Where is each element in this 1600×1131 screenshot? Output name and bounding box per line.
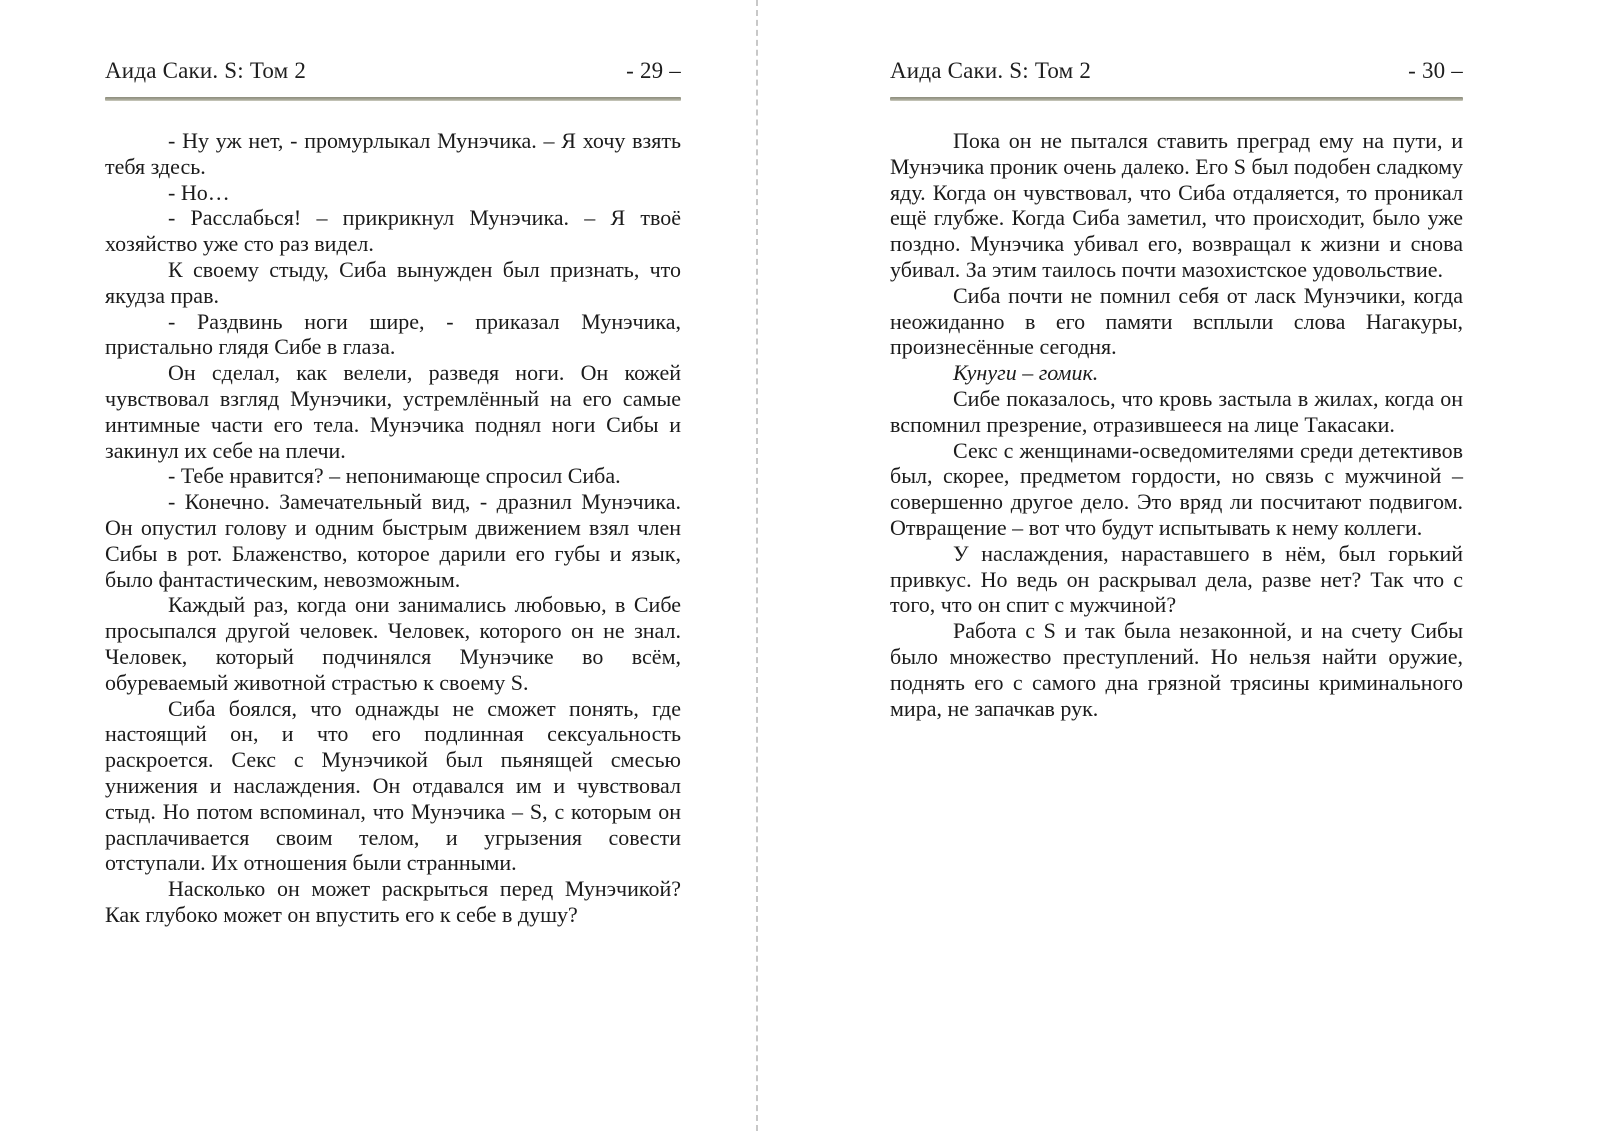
header-rule	[105, 97, 681, 101]
book-page-29	[105, 58, 681, 928]
running-title: Аида Саки. S: Том 2	[105, 58, 307, 83]
book-page-30	[890, 58, 1463, 721]
paragraph: Сиба почти не помнил себя от ласк Мунэчики, когда неожиданно в его памяти всплыли слова Нагакуры, произнесённые сегодня.	[890, 282, 1463, 360]
paragraph: - Но…	[168, 179, 230, 205]
paragraph: Секс с женщинами-осведомителями среди детективов был, скорее, предметом гордости, но связь с мужчиной – совершенно другое дело. Это вряд ли посчитают подвигом. Отвращение – вот что будут испытывать к нему коллеги.	[890, 437, 1463, 540]
paragraph: У наслаждения, нараставшего в нём, был горький привкус. Но ведь он раскрывал дела, разве нет? Так что с того, что он спит с мужчиной?	[890, 540, 1463, 618]
page-header	[890, 58, 1463, 84]
paragraph: Он сделал, как велели, разведя ноги. Он кожей чувствовал взгляд Мунэчики, устремлённый на его самые интимные части его тела. Мунэчика поднял ноги Сибы и закинул их себе на плечи.	[105, 360, 681, 463]
paragraph: Сиба боялся, что однажды не сможет понять, где настоящий он, и что его подлинная сексуальность раскроется. Секс с Мунэчикой был пьянящей смесью унижения и наслаждения. Он отдавался им и чувствовал стыд. Но потом вспоминал, что Мунэчика – S, с которым он расплачивается своим телом, и угрызения совести отступали. Их отношения были странными.	[105, 695, 681, 876]
page-header	[105, 58, 681, 84]
paragraph: К своему стыду, Сиба вынужден был признать, что якудза прав.	[105, 256, 681, 308]
page-divider	[756, 0, 758, 1131]
page-number: - 29 –	[626, 58, 681, 83]
paragraph: - Конечно. Замечательный вид, - дразнил Мунэчика. Он опустил голову и одним быстрым движением взял член Сибы в рот. Блаженство, которое дарили его губы и язык, было фантастическим, невозможным.	[105, 489, 681, 592]
paragraph: Насколько он может раскрыться перед Мунэчикой? Как глубоко может он впустить его к себе в душу?	[105, 876, 681, 927]
paragraph: Кунуги – гомик.	[953, 360, 1099, 386]
paragraph: - Раздвинь ноги шире, - приказал Мунэчика, пристально глядя Сибе в глаза.	[105, 308, 681, 360]
paragraph: Работа с S и так была незаконной, и на счету Сибы было множество преступлений. Но нельзя найти оружие, поднять его с самого дна грязной трясины криминального мира, не запачкав рук.	[890, 618, 1463, 721]
paragraph: Пока он не пытался ставить преград ему на пути, и Мунэчика проник очень далеко. Его S был подобен сладкому яду. Когда он чувствовал, что Сиба отдаляется, то проникал ещё глубже. Когда Сиба заметил, что происходит, было уже поздно. Мунэчика убивал его, возвращал к жизни и снова убивал. За этим таилось почти мазохистское удовольствие.	[890, 128, 1463, 282]
paragraph: - Расслабься! – прикрикнул Мунэчика. – Я твоё хозяйство уже сто раз видел.	[105, 205, 681, 257]
header-rule	[890, 97, 1463, 101]
running-title: Аида Саки. S: Том 2	[890, 58, 1092, 83]
paragraph: - Тебе нравится? – непонимающе спросил Сиба.	[168, 463, 621, 489]
page-number: - 30 –	[1408, 58, 1463, 83]
paragraph: Каждый раз, когда они занимались любовью, в Сибе просыпался другой человек. Человек, которого он не знал. Человек, который подчинялся Мунэчике во всём, обуреваемый животной страстью к своему S.	[105, 592, 681, 695]
page-body	[105, 128, 681, 928]
paragraph: Сибе показалось, что кровь застыла в жилах, когда он вспомнил презрение, отразившееся на лице Такасаки.	[890, 385, 1463, 437]
page-body	[890, 128, 1463, 721]
paragraph: - Ну уж нет, - промурлыкал Мунэчика. – Я хочу взять тебя здесь.	[105, 128, 681, 179]
